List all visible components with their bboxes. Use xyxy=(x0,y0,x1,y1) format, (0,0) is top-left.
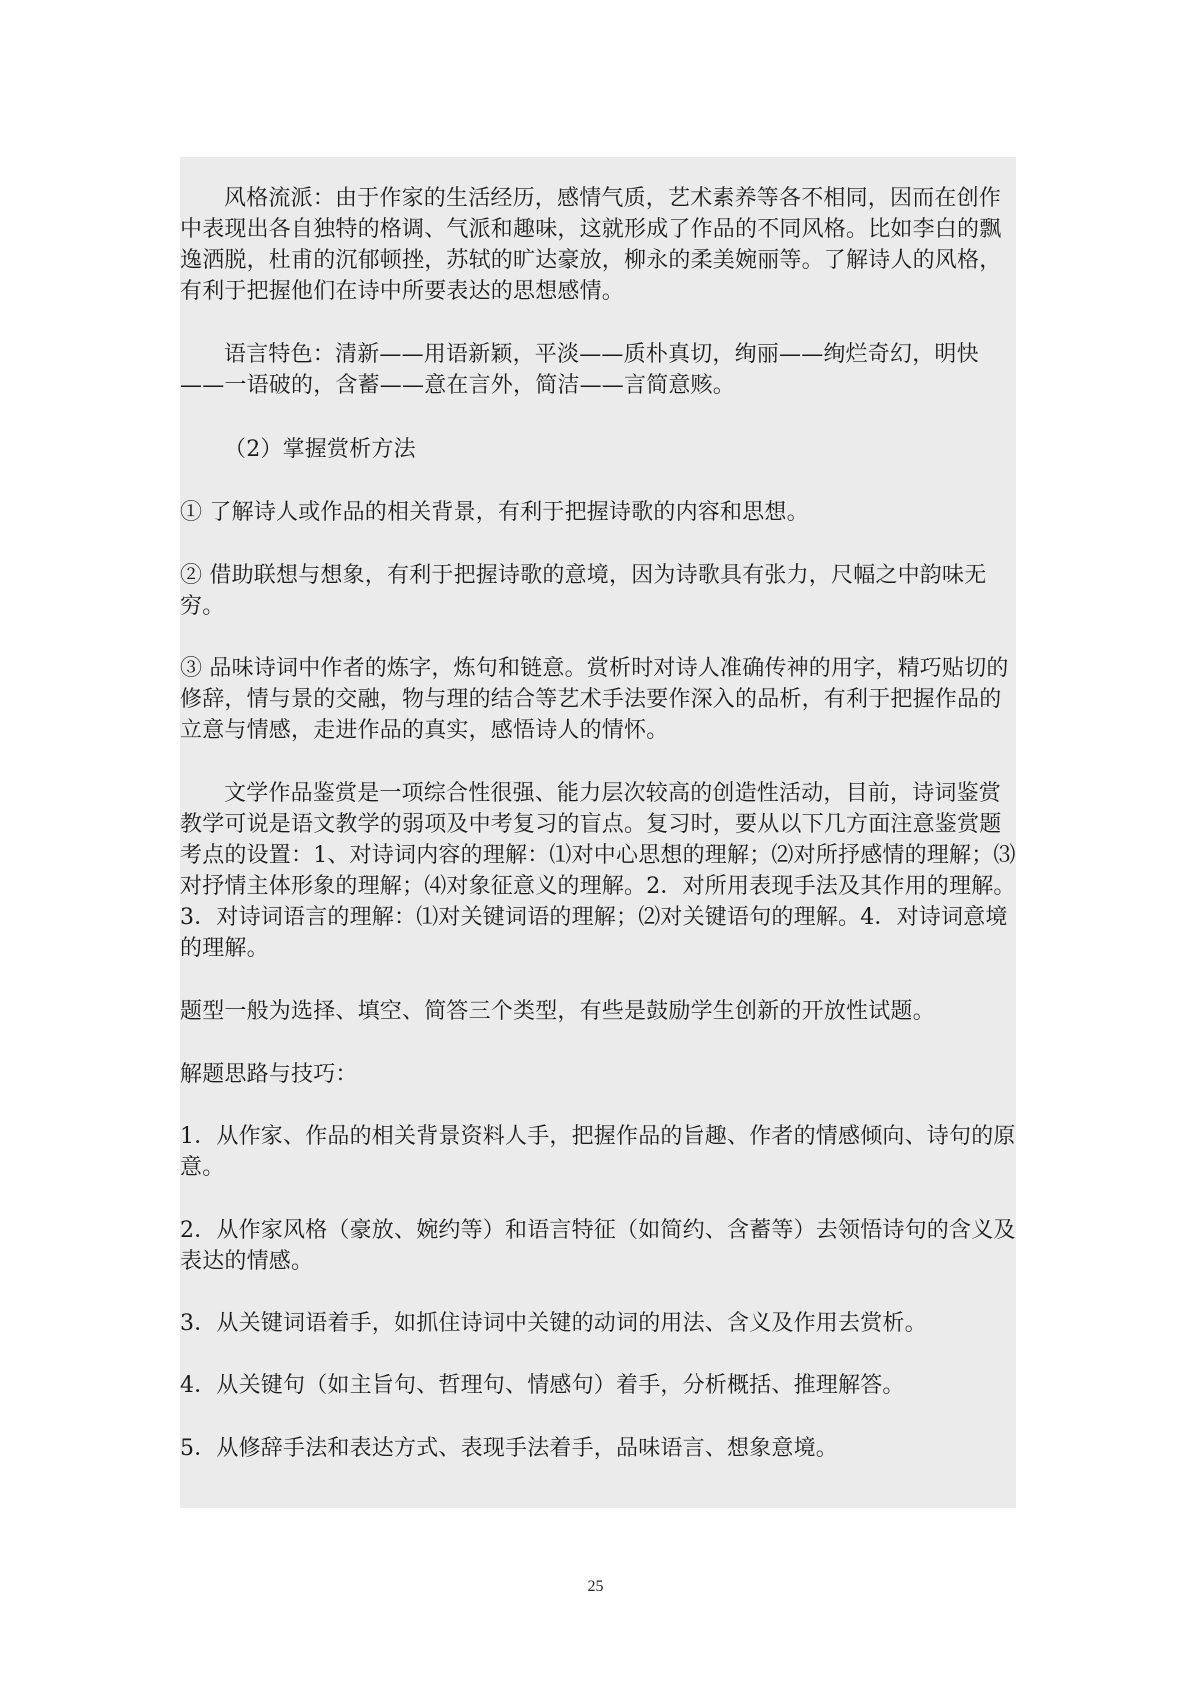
page-number: 25 xyxy=(587,1578,604,1595)
paragraph-style-school: 风格流派：由于作家的生活经历，感情气质，艺术素养等各不相同，因而在创作中表现出各自独特的格调、气派和趣味，这就形成了作品的不同风格。比如李白的飘逸洒脱，杜甫的沉郁顿挫，苏轼的旷达豪放，柳永的柔美婉丽等。了解诗人的风格，有利于把握他们在诗中所要表达的思想感情。 xyxy=(180,186,1002,304)
method-item-3: ③ 品味诗词中作者的炼字，炼句和链意。赏析时对诗人准确传神的用字，精巧贴切的修辞，情与景的交融，物与理的结合等艺术手法要作深入的品析，有利于把握作品的立意与情感，走进作品的真实，感悟诗人的情怀。 xyxy=(180,656,1009,743)
paragraph-question-types: 题型一般为选择、填空、简答三个类型，有些是鼓励学生创新的开放性试题。 xyxy=(180,999,935,1024)
tip-item-5: 5．从修辞手法和表达方式、表现手法着手，品味语言、想象意境。 xyxy=(180,1436,838,1461)
tip-item-3: 3．从关键词语着手，如抓住诗词中关键的动词的用法、含义及作用去赏析。 xyxy=(180,1311,927,1336)
heading-solving-tips: 解题思路与技巧： xyxy=(180,1062,358,1087)
tip-item-1: 1．从作家、作品的相关背景资料人手，把握作品的旨趣、作者的情感倾向、诗句的原意。 xyxy=(180,1124,1016,1180)
paragraph-appreciation-overview: 文学作品鉴赏是一项综合性很强、能力层次较高的创造性活动，目前，诗词鉴赏教学可说是语文教学的弱项及中考复习的盲点。复习时，要从以下几方面注意鉴赏题考点的设置：1、对诗词内容的理解：⑴对中心思想的理解；⑵对所抒感情的理解；⑶对抒情主体形象的理解；⑷对象征意义的理解。2．对所用表现手法及其作用的理解。3．对诗词语言的理解：⑴对关键词语的理解；⑵对关键语句的理解。4．对诗词意境的理解。 xyxy=(180,781,1016,961)
tip-item-4: 4．从关键句（如主旨句、哲理句、情感句）着手，分析概括、推理解答。 xyxy=(180,1373,905,1398)
method-item-2: ② 借助联想与想象，有利于把握诗歌的意境，因为诗歌具有张力，尺幅之中韵味无穷。 xyxy=(180,563,987,619)
heading-appreciation-methods: （2）掌握赏析方法 xyxy=(224,437,416,462)
paragraph-language-features: 语言特色：清新——用语新颖，平淡——质朴真切，绚丽——绚烂奇幻，明快——一语破的，含蓄——意在言外，简洁——言简意赅。 xyxy=(180,342,979,398)
method-item-1: ① 了解诗人或作品的相关背景，有利于把握诗歌的内容和思想。 xyxy=(180,500,809,525)
tip-item-2: 2．从作家风格（豪放、婉约等）和语言特征（如简约、含蓄等）去领悟诗句的含义及表达的情感。 xyxy=(180,1218,1016,1274)
